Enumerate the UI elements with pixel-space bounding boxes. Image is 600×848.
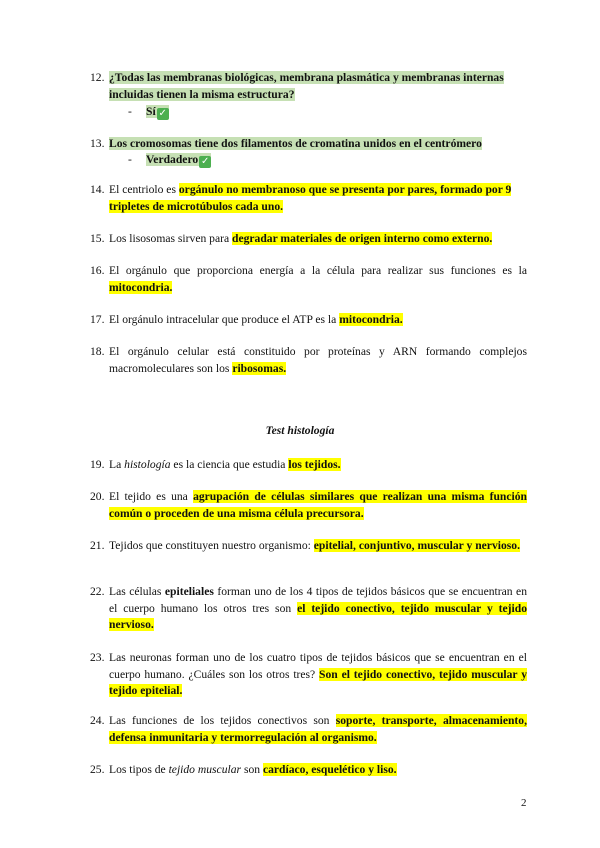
question-19 bbox=[90, 457, 527, 474]
question-text-block bbox=[109, 182, 527, 215]
page-number: 2 bbox=[521, 797, 527, 809]
question-text: El orgánulo celular está constituido por proteínas y ARN formando complejos macromoleculares son los bbox=[109, 345, 527, 375]
question-text-cont: son bbox=[241, 763, 263, 776]
question-number: 17. bbox=[90, 313, 105, 326]
question-number: 23. bbox=[90, 651, 105, 664]
question-text-block bbox=[109, 650, 527, 700]
question-24 bbox=[90, 713, 527, 746]
question-text: Los tipos de bbox=[109, 763, 169, 776]
question-number: 18. bbox=[90, 345, 105, 358]
answer-highlight: orgánulo no membranoso que se presenta por pares, formado por 9 tripletes de microtúbulos cada uno. bbox=[109, 183, 512, 213]
question-text-block bbox=[109, 457, 527, 474]
section-title: Test histología bbox=[265, 424, 335, 437]
answer-highlight: epitelial, conjuntivo, muscular y nervioso. bbox=[313, 539, 520, 552]
question-16 bbox=[90, 263, 527, 296]
answer-text: Sí bbox=[146, 105, 156, 118]
answer-highlight: el tejido conectivo, tejido muscular y tejido nervioso. bbox=[109, 601, 527, 631]
question-number: 13. bbox=[90, 137, 105, 150]
question-text: El tejido es una bbox=[109, 490, 194, 503]
bold-text: epiteliales bbox=[164, 585, 214, 598]
question-text-block bbox=[109, 312, 527, 329]
question-number: 20. bbox=[90, 490, 105, 503]
question-text: El orgánulo intracelular que produce el ATP es la bbox=[109, 313, 340, 326]
question-13 bbox=[90, 136, 527, 153]
question-text-block bbox=[109, 489, 527, 522]
answer-text-wrap bbox=[146, 105, 169, 118]
question-12 bbox=[90, 70, 527, 103]
check-mark-icon: ✓ bbox=[200, 156, 210, 167]
answer-highlight: mitocondria. bbox=[109, 280, 173, 294]
question-14 bbox=[90, 182, 527, 215]
bullet-dash: - bbox=[128, 153, 132, 166]
question-15 bbox=[90, 231, 527, 248]
question-text-cont: forman uno de los 4 tipos de tejidos básicos que se encuentran en el cuerpo humano los otros tres son bbox=[109, 585, 527, 615]
question-text-block bbox=[109, 762, 527, 779]
answer-text: Verdadero bbox=[146, 153, 199, 166]
question-number: 15. bbox=[90, 232, 105, 245]
question-text-block bbox=[109, 713, 527, 746]
question-number: 16. bbox=[90, 264, 105, 277]
question-text-block bbox=[109, 538, 527, 555]
question-text-block bbox=[109, 70, 527, 103]
question-20 bbox=[90, 489, 527, 522]
question-22 bbox=[90, 584, 527, 634]
question-number: 21. bbox=[90, 539, 105, 552]
emphasis-text: tejido muscular bbox=[168, 763, 242, 776]
answer-12 bbox=[128, 104, 169, 120]
question-text: Tejidos que constituyen nuestro organismo: bbox=[109, 539, 314, 552]
answer-highlight: los tejidos. bbox=[288, 458, 341, 471]
question-text: El orgánulo que proporciona energía a la célula para realizar sus funciones es la bbox=[109, 264, 527, 277]
question-text-block bbox=[109, 584, 527, 634]
bullet-dash: - bbox=[128, 105, 132, 118]
answer-highlight: mitocondria. bbox=[339, 313, 403, 326]
question-number: 22. bbox=[90, 585, 105, 598]
answer-highlight: degradar materiales de origen interno como externo. bbox=[232, 232, 493, 245]
answer-highlight: Son el tejido conectivo, tejido muscular y tejido epitelial. bbox=[109, 667, 527, 697]
question-text-cont: es la ciencia que estudia bbox=[170, 458, 289, 471]
question-number: 25. bbox=[90, 763, 105, 776]
answer-highlight: cardíaco, esquelético y liso. bbox=[262, 763, 397, 776]
question-text: El centriolo es bbox=[109, 183, 179, 196]
question-25 bbox=[90, 762, 527, 779]
question-18 bbox=[90, 344, 527, 377]
question-text: Los lisosomas sirven para bbox=[109, 232, 233, 245]
question-text: La bbox=[109, 458, 125, 471]
emphasis-text: histología bbox=[124, 458, 171, 471]
answer-highlight: agrupación de células similares que realizan una misma función común o proceden de una misma célula precursora. bbox=[109, 490, 527, 520]
answer-highlight: ribosomas. bbox=[232, 361, 287, 375]
question-23 bbox=[90, 650, 527, 700]
question-21 bbox=[90, 538, 527, 555]
question-17 bbox=[90, 312, 527, 329]
question-text: Las células bbox=[109, 585, 165, 598]
question-text-block bbox=[109, 344, 527, 377]
question-text-block bbox=[109, 136, 527, 153]
question-text-block bbox=[109, 263, 527, 296]
question-text: Los cromosomas tiene dos filamentos de cromatina unidos en el centrómero bbox=[109, 137, 482, 150]
question-number: 19. bbox=[90, 458, 105, 471]
question-text: Las neuronas forman uno de los cuatro tipos de tejidos básicos que se encuentran en el cuerpo humano. ¿Cuáles son los otros tres? bbox=[109, 651, 527, 681]
answer-highlight: soporte, transporte, almacenamiento, defensa inmunitaria y termorregulación al organismo. bbox=[109, 714, 527, 744]
question-number: 12. bbox=[90, 71, 105, 84]
answer-13 bbox=[128, 152, 211, 168]
answer-text-wrap bbox=[146, 153, 211, 166]
check-mark-icon: ✓ bbox=[158, 108, 167, 119]
question-number: 24. bbox=[90, 714, 105, 727]
question-text-block bbox=[109, 231, 527, 248]
question-text: Las funciones de los tejidos conectivos son bbox=[109, 714, 336, 727]
question-number: 14. bbox=[90, 183, 105, 196]
question-text: ¿Todas las membranas biológicas, membrana plasmática y membranas internas incluidas tienen la misma estructura? bbox=[109, 71, 504, 101]
